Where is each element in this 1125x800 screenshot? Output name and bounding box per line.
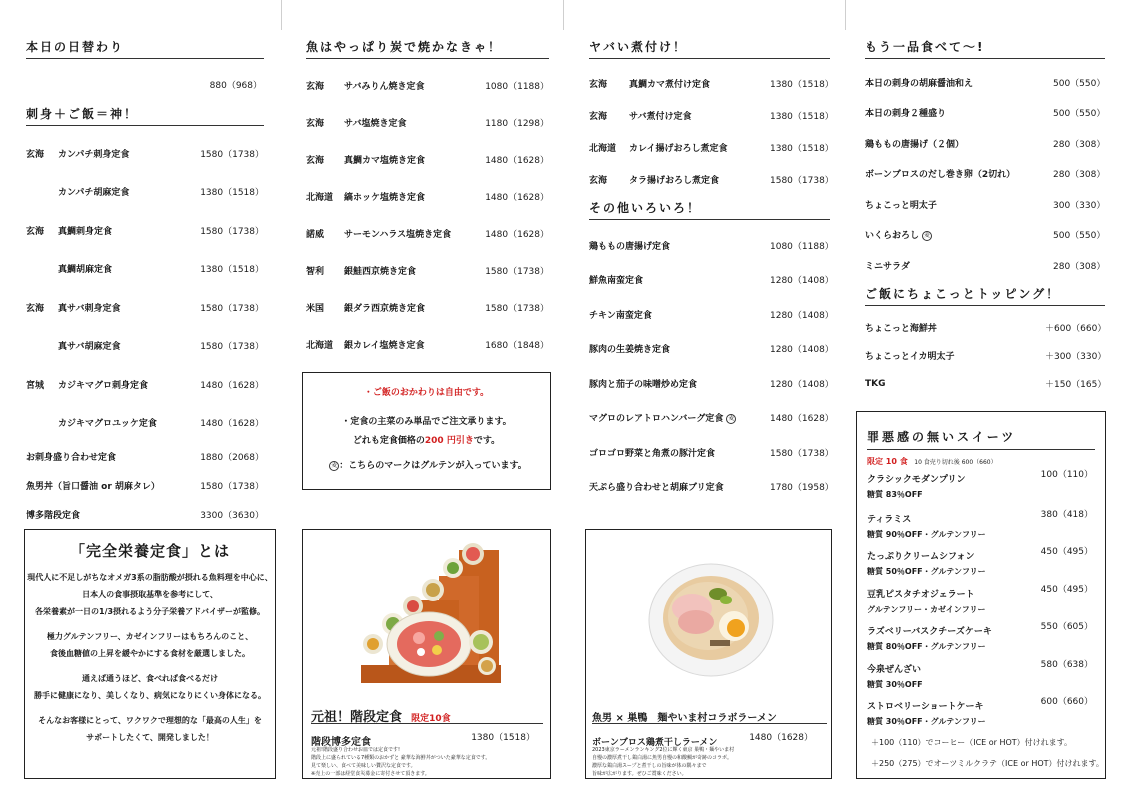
kaidan-teishoku-image [341,540,511,688]
sweet-item [867,467,1095,505]
menu-item-price: 280（308） [1053,139,1106,150]
menu-item-name [865,167,1053,180]
menu-item-name-text: ちょこっとイカ明太子 [865,352,955,362]
menu-item-name-text: 真サバ刺身定食 [58,303,121,314]
menu-item-name-text: いくらおろし [865,231,920,242]
sweet-item [867,692,1095,730]
sashimi-row [26,365,264,404]
feature-desc-line: 濃厚な鶏白湯スープと煮干しの旨味が体の隅々まで [592,763,707,769]
side-row [865,128,1105,159]
grilled-row [306,289,549,326]
menu-item-name-text: 銀カレイ塩焼き定食 [344,341,425,351]
menu-item-name-text: 真鯛カマ煮付け定食 [629,79,711,90]
feature-desc-line: 元祖!階段盛り合わせお皿では定食です! [311,747,401,753]
sweet-price: 100（110） [1040,470,1093,480]
menu-item-price: 1380（1518） [200,265,264,276]
menu-item-name [344,116,485,129]
menu-item-price: 1480（1628） [485,193,549,203]
origin-label: 米国 [306,304,325,314]
simmer-row [589,131,834,163]
grilled-row [306,178,549,215]
origin-label: 玄海 [589,111,608,122]
menu-item-price: 1580（1738） [200,482,264,492]
menu-item-name [629,141,770,154]
sashimi-row [26,404,264,443]
sweet-name-row [867,582,1095,601]
side-row [865,250,1105,281]
menu-item-price: 1580（1738） [200,226,264,237]
menu-item-name [589,273,770,286]
sashimi-row [26,134,264,173]
menu-item-price: 1580（1738） [485,267,549,277]
sweet-name: たっぷりクリームシフォン [867,552,975,562]
menu-item-name-text: 銀ダラ西京焼き定食 [344,304,426,314]
menu-item-name-text: サバ塩焼き定食 [344,119,407,129]
ramen-title: 魚男 × 巣鴨 麺やいま村コラボラーメン [592,713,777,724]
menu-item-name [344,338,485,351]
origin-label: 玄海 [589,79,608,90]
menu-item-name [58,147,190,160]
menu-item-name [629,173,770,186]
sweet-price: 600（660） [1040,697,1093,707]
simmer-row [589,99,834,131]
feature-desc-line: 見て楽しい、食べて美味しい贅沢な定食です。 [311,763,416,769]
feature-desc-line: 階段上に盛られている7種類のおかずと 豪華な海鮮丼がついた豪華な定食です。 [311,755,491,761]
grilled-row [306,104,549,141]
nutrition-info-line [25,662,275,670]
menu-item-price: 1080（1188） [770,241,834,252]
menu-item-name [589,239,770,252]
menu-item-name-text: ボーンブロスのだし巻き卵（2切れ） [865,170,1016,181]
menu-item-price: 1580（1738） [770,175,834,186]
grilled-title: 魚はやっぱり炭で焼かなきゃ！ [306,38,549,59]
feature-desc-line: 旨味が広がります。ぜひご賞味ください。 [592,771,687,777]
sashimi-row [26,173,264,212]
menu-item-name-text: 縞ホッケ塩焼き定食 [344,193,426,203]
sashimi-row [26,211,264,250]
menu-item-price: 1280（1408） [770,310,834,321]
menu-item-price: 1780（1958） [770,483,834,494]
menu-item-price: 1280（1408） [770,379,834,390]
sweets-title: 罪悪感の無いスイーツ [867,428,1095,450]
ramen-photo [646,552,776,682]
menu-item-name-text: 真鯛胡麻定食 [58,265,113,276]
side-row [865,220,1105,251]
menu-item-price: 1380（1518） [770,79,834,90]
sweet-note: 糖質 30％OFF・グルテンフリー [867,717,986,726]
menu-item-name-text: 本日の刺身２種盛り [865,109,947,120]
other-row [26,500,264,529]
nutrition-info-line: 通えば通うほど、食べれば食べるだけ [82,674,218,683]
fold-line [845,0,846,30]
menu-item-name-text: マグロのレアトロハンバーグ定食 [589,414,724,425]
menu-item-price: 300（330） [1053,200,1106,211]
sweet-item [867,655,1095,693]
topping-title: ご飯にちょこっとトッピング！ [865,285,1105,306]
nutrition-info-title: 「完全栄養定食」とは [69,542,230,560]
menu-item-name [865,106,1053,119]
daily-price: 880（968） [209,80,262,91]
menu-item-name [589,342,770,355]
misc-row [589,401,834,436]
gluten-mark-icon: 麦 [924,231,931,239]
topping-row [865,342,1105,370]
sashimi-row [26,250,264,289]
menu-item-name [589,446,770,459]
menu-item-name-text: 博多階段定食 [26,511,81,521]
sweets-box [856,411,1106,779]
menu-item-name [589,480,770,493]
sweet-note: グルテンフリー・カゼインフリー [867,604,986,614]
menu-item-name-text: サバみりん焼き定食 [344,82,425,92]
origin-label: 北海道 [306,193,334,203]
sweet-name-row [867,619,1095,638]
sweets-limited-note: 10 食売り切れ後 600（660） [914,459,997,466]
menu-item-name-text: 豚肉の生姜焼き定食 [589,345,671,356]
sweet-note: 糖質 50％OFF・グルテンフリー [867,567,986,576]
ramen-item-price: 1480（1628） [749,733,813,743]
menu-item-name-text: カジキマグロ刺身定食 [58,380,149,391]
menu-item-name-text: TKG [865,378,886,389]
menu-item-price: 1580（1738） [200,303,264,314]
menu-item-name [344,190,485,203]
other-list [26,442,264,529]
grilled-row [306,215,549,252]
gluten-mark-icon: 麦 [331,461,338,469]
notice-box [302,372,551,490]
simmer-title: ヤバい煮付け！ [589,38,830,59]
daily-price-row [26,67,264,101]
menu-item-name [865,379,1045,389]
menu-item-name-text: ミニサラダ [865,261,910,272]
sweet-name: 今泉ぜんざい [867,664,922,675]
menu-item-name-text: サーモンハラス塩焼き定食 [344,230,452,240]
menu-item-price: ＋300（330） [1045,352,1107,362]
nutrition-info-line: 日本人の食事摂取基準を参考にして、 [82,590,218,599]
grilled-row [306,252,549,289]
sweet-name-row [867,544,1095,563]
notice-single: ・定食の主菜のみ単品でご注文承ります。 [341,417,512,427]
misc-row [589,297,834,332]
simmer-row [589,67,834,99]
column-simmered [589,38,834,504]
menu-item-name-text: カンパチ刺身定食 [58,149,130,160]
menu-item-price: 1480（1628） [770,414,834,425]
sweet-item [867,580,1095,618]
simmer-list [589,67,834,195]
sweet-note: 糖質 90％OFF・グルテンフリー [867,529,986,539]
sweet-note: 糖質 83％OFF [867,490,923,499]
menu-item-name [865,198,1053,211]
misc-row [589,435,834,470]
menu-item-price: 1480（1628） [200,419,264,430]
nutrition-info-text [25,569,275,746]
ramen-description [592,746,827,778]
menu-item-name [26,508,190,521]
menu-item-name [865,349,1045,362]
fold-line [563,0,564,30]
menu-item-name [344,264,485,277]
feature-desc-line: ※売上の一部は経堂食災募金に寄付させて頂きます。 [311,771,430,777]
kaidan-feature-box [302,529,551,779]
grilled-list [306,67,549,363]
nutrition-info-line: 極力グルテンフリー、カゼインフリーはもちろんのこと、 [46,632,254,641]
daily-title: 本日の日替わり [26,38,264,59]
topping-row [865,370,1105,398]
menu-item-name [58,378,190,391]
sweet-name: ストロベリーショートケーキ [867,702,984,712]
sweets-footer-latte: ＋250（275）でオーツミルクラテ（ICE or HOT）付けれます。 [871,759,1104,768]
sweets-footer-coffee: ＋100（110）でコーヒー（ICE or HOT）付けれます。 [871,738,1073,747]
menu-item-price: 500（550） [1053,231,1106,242]
menu-item-name-text: 真サバ胡麻定食 [58,342,121,353]
menu-item-price: 1280（1408） [770,345,834,356]
sweet-name: ティラミス [867,514,912,525]
menu-item-name [344,79,485,92]
menu-item-name-text: 本日の刺身の胡麻醤油和え [865,78,974,89]
menu-item-name [865,228,1053,241]
menu-item-name [589,308,770,321]
sweets-limited: 限定 10 食 [867,457,908,466]
kaidan-title-row [311,706,543,724]
menu-item-price: 280（308） [1053,261,1106,272]
menu-item-name-text: ちょこっと明太子 [865,200,937,211]
sashimi-list [26,134,264,442]
sweet-item [867,542,1095,580]
menu-item-price: 1380（1518） [770,111,834,122]
other-row [26,471,264,500]
kaidan-item-price: 1380（1518） [471,733,535,743]
menu-item-price: 500（550） [1053,78,1106,89]
nutrition-info-line: 各栄養素が一日の1/3摂れるよう分子栄養アドバイザーが監修。 [35,607,265,616]
sweet-price: 450（495） [1040,584,1093,595]
menu-item-name [26,479,190,492]
menu-item-name-text: サバ煮付け定食 [629,111,692,122]
menu-item-name [58,301,190,314]
origin-label: 宮城 [26,380,45,391]
feature-desc-line: 2023東京ラーメンランキング2位に輝く東京 巣鴨・麺やいま村 [592,747,735,753]
misc-row [589,228,834,263]
sashimi-row [26,288,264,327]
menu-item-name [629,109,770,122]
menu-item-name [865,321,1045,334]
menu-item-price: 1580（1738） [200,342,264,353]
menu-item-price: ＋600（660） [1045,324,1107,334]
menu-item-name-text: 鶏ももの唐揚げ（２個） [865,139,965,150]
nutrition-info-line: そんなお客様にとって、ワクワクで理想的な「最高の人生」を [38,716,262,725]
menu-item-price: 1380（1518） [770,143,834,154]
menu-item-price: 1380（1518） [200,188,264,199]
menu-item-price: 1480（1628） [200,380,264,391]
menu-item-price: 1580（1738） [485,304,549,314]
side-row [865,67,1105,98]
gluten-mark-icon: 麦 [728,414,735,422]
menu-item-price: 1880（2068） [200,453,264,463]
sweet-name-row [867,507,1095,526]
misc-row [589,470,834,505]
menu-item-name-text: タラ揚げおろし煮定食 [629,175,720,186]
ramen-title-row [592,706,827,724]
origin-label: 智利 [306,267,325,277]
nutrition-info-line: 勝手に健康になり、美しくなり、病気になりにくい身体になる。 [34,691,266,700]
menu-item-name [589,377,770,390]
notice-discount-text2: です。 [473,436,501,446]
column-grilled [306,38,549,363]
notice-discount-amount: 200 円引き [424,436,474,446]
menu-item-name [344,301,485,314]
ramen-item-name: ボーンブロス鶏煮干しラーメン [592,738,718,748]
notice-discount-text1: どれも定食価格の [352,436,425,446]
menu-item-name [344,227,485,240]
menu-item-name-text: チキン南蛮定食 [589,310,652,321]
notice-gluten [303,458,550,471]
nutrition-info-line [25,620,275,628]
origin-label: 玄海 [306,82,325,92]
menu-item-name-text: カレイ揚げおろし煮定食 [629,143,728,154]
sweet-name-row [867,657,1095,676]
menu-item-name [629,77,770,90]
menu-item-price: 1580（1738） [770,448,834,459]
sweet-name: ラズベリーバスクチーズケーキ [867,627,992,637]
sweet-note: 糖質 30％OFF [867,679,923,689]
sweet-item [867,617,1095,655]
menu-item-name [58,339,190,352]
origin-label: 諾威 [306,230,325,240]
menu-item-name-text: 銀鮭西京焼き定食 [344,267,417,277]
origin-label: 玄海 [26,149,45,160]
menu-item-name [865,137,1053,150]
misc-title: その他いろいろ！ [589,199,830,220]
menu-item-name [589,411,770,424]
sweet-name: 豆乳ピスタチオジェラート [867,589,975,600]
menu-item-price: 1280（1408） [770,276,834,287]
origin-label: 玄海 [306,156,325,166]
menu-item-name-text: 真鯛カマ塩焼き定食 [344,156,426,166]
menu-item-price: ＋150（165） [1045,380,1107,390]
menu-item-name [865,76,1053,89]
nutrition-info-line: 食後血糖値の上昇を緩やかにする食材を厳選しました。 [50,649,250,658]
kaidan-title: 元祖！階段定食 [311,710,403,725]
column-daily-sashimi [26,38,264,529]
side-list [865,67,1105,281]
menu-item-name-text: 鶏ももの唐揚げ定食 [589,241,671,252]
menu-item-name-text: お刺身盛り合わせ定食 [26,453,117,463]
nutrition-info-line: サポートしたくて、開発しました！ [86,733,214,742]
kaidan-limited-badge: 限定10食 [411,714,451,724]
grilled-row [306,141,549,178]
kaidan-item-name: 階段博多定食 [311,737,371,748]
side-row [865,159,1105,190]
sweet-name: クラシックモダンプリン [867,475,966,485]
topping-list [865,314,1105,398]
menu-item-price: 1680（1848） [485,341,549,351]
other-row [26,442,264,471]
fold-line [281,0,282,30]
menu-item-name-text: 真鯛刺身定食 [58,226,113,237]
menu-item-name [26,450,190,463]
nutrition-info-line [25,704,275,712]
menu-item-name-text: ちょこっと海鮮丼 [865,324,937,334]
notice-refill: ・ご飯のおかわりは自由です。 [363,388,490,398]
kaidan-description [311,746,546,778]
sashimi-row [26,327,264,366]
misc-row [589,263,834,298]
menu-item-price: 1480（1628） [485,156,549,166]
sweets-list [867,467,1095,730]
menu-item-price: 3300（3630） [200,511,264,521]
menu-item-price: 500（550） [1053,109,1106,120]
side-row [865,98,1105,129]
column-sides [865,38,1105,398]
sweet-name-row [867,694,1095,713]
nutrition-info-box [24,529,276,779]
sashimi-title: 刺身＋ご飯＝神！ [26,105,264,126]
origin-label: 玄海 [589,175,608,186]
misc-row [589,366,834,401]
origin-label: 玄海 [26,226,45,237]
menu-item-name-text: 魚男丼（旨口醤油 or 胡麻タレ） [26,482,160,492]
menu-item-name-text: カジキマグロユッケ定食 [58,419,157,430]
misc-list [589,228,834,504]
menu-item-name [344,153,485,166]
notice-discount [303,433,550,446]
menu-item-name-text: 豚肉と茄子の味噌炒め定食 [589,379,698,390]
side-row [865,189,1105,220]
origin-label: 玄海 [26,303,45,314]
menu-item-name [58,262,190,275]
sweet-price: 380（418） [1040,509,1093,520]
sweet-price: 580（638） [1040,659,1093,670]
menu-item-price: 1180（1298） [485,119,549,129]
menu-item-price: 1580（1738） [200,149,264,160]
menu-item-name [58,416,190,429]
simmer-row [589,163,834,195]
menu-item-name-text: 天ぷら盛り合わせと胡麻ブリ定食 [589,483,724,494]
menu-item-name [58,224,190,237]
menu-item-price: 280（308） [1053,170,1106,181]
origin-label: 玄海 [306,119,325,129]
sweet-name-row [867,467,1095,486]
origin-label: 北海道 [306,341,334,351]
menu-item-name [865,259,1053,272]
sweet-price: 450（495） [1040,547,1093,557]
menu-item-name-text: ゴロゴロ野菜と角煮の豚汁定食 [589,448,716,459]
side-title: もう一品食べて〜! [865,38,1105,59]
grilled-row [306,67,549,104]
topping-row [865,314,1105,342]
notice-gluten-text: ：こちらのマークはグルテンが入っています。 [339,461,527,471]
misc-row [589,332,834,367]
sweet-item [867,505,1095,543]
ramen-feature-box [585,529,832,779]
sweet-note: 糖質 80％OFF・グルテンフリー [867,642,986,651]
sweet-price: 550（605） [1040,622,1093,632]
menu-item-name [58,185,190,198]
menu-item-name-text: 鮮魚南蛮定食 [589,276,644,287]
grilled-row [306,326,549,363]
sweets-limited-row [867,456,1095,467]
menu-item-name-text: カンパチ胡麻定食 [58,188,130,199]
menu-item-price: 1480（1628） [485,230,549,240]
kaidan-teishoku-photo [341,540,511,688]
menu-item-price: 1080（1188） [485,82,549,92]
nutrition-info-line: 現代人に不足しがちなオメガ3系の脂肪酸が摂れる魚料理を中心に、 [27,573,273,582]
ramen-image [646,552,776,682]
feature-desc-line: 自慢の濃厚煮干し鶏白湯に魚男自慢の和酸鯛が奇跡のコラボ。 [592,755,733,761]
origin-label: 北海道 [589,143,617,154]
